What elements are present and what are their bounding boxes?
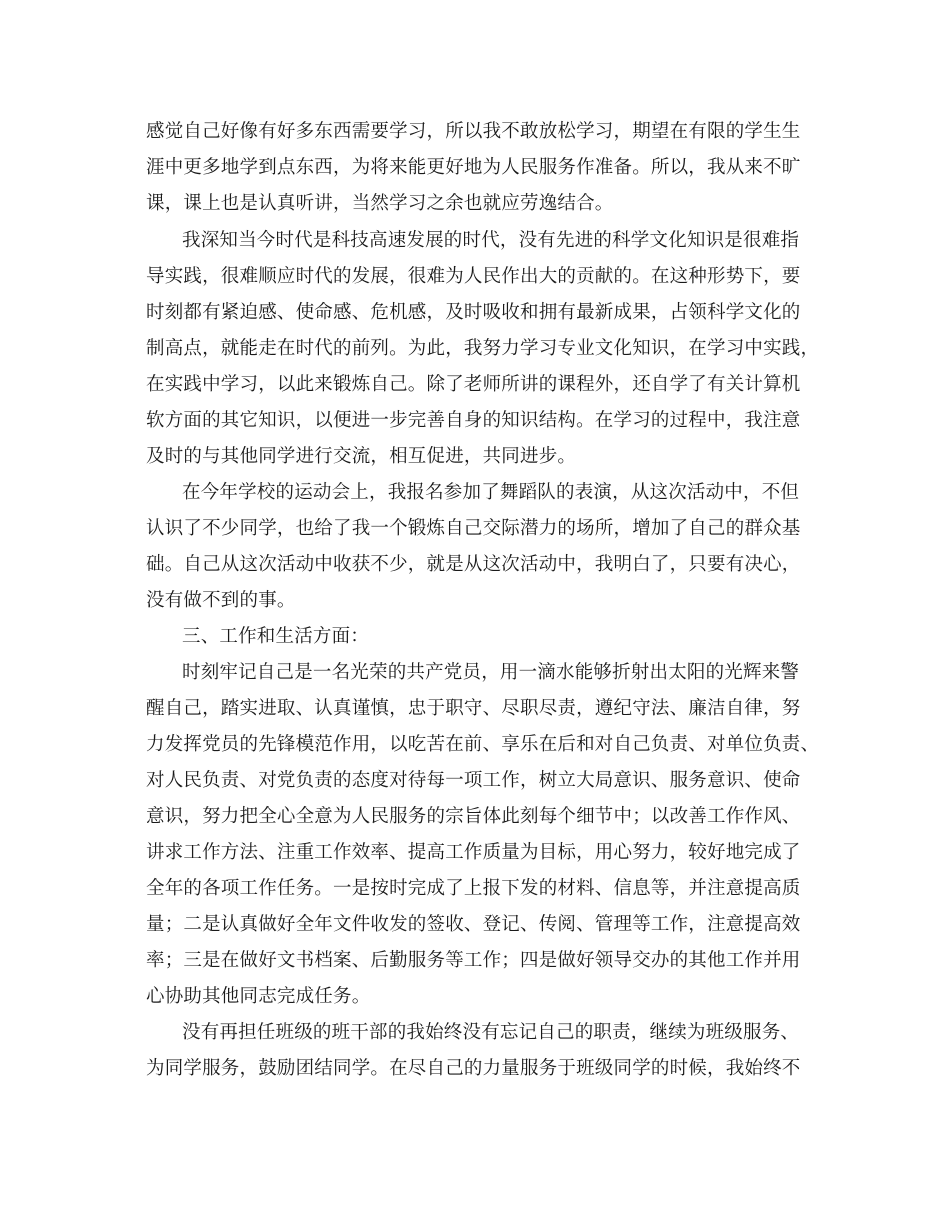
paragraph-first-line: 没有再担任班级的班干部的我始终没有忘记自己的职责，继续为班级服务、 (182, 1022, 800, 1043)
section-heading: 三、工作和生活方面： (182, 626, 370, 647)
text-line: 软方面的其它知识，以便进一步完善自身的知识结构。在学习的过程中，我注意 (146, 410, 801, 431)
text-line: 量；二是认真做好全年文件收发的签收、登记、传阅、管理等工作，注意提高效 (146, 914, 801, 935)
paragraph-first-line: 在今年学校的运动会上，我报名参加了舞蹈队的表演，从这次活动中，不但 (182, 482, 800, 503)
text-line: 导实践，很难顺应时代的发展，很难为人民作出大的贡献的。在这种形势下，要 (146, 266, 801, 287)
text-line: 力发挥党员的先锋模范作用，以吃苦在前、享乐在后和对自己负责、对单位负责、 (146, 734, 820, 755)
text-line: 感觉自己好像有好多东西需要学习，所以我不敢放松学习，期望在有限的学生生 (146, 121, 801, 142)
text-line: 醒自己，踏实进取、认真谨慎，忠于职守、尽职尽责，遵纪守法、廉洁自律，努 (146, 698, 801, 719)
text-line: 时刻都有紧迫感、使命感、危机感，及时吸收和拥有最新成果，占领科学文化的 (146, 302, 801, 323)
text-line: 心协助其他同志完成任务。 (146, 986, 371, 1007)
text-line: 课，课上也是认真听讲，当然学习之余也就应劳逸结合。 (146, 193, 614, 214)
paragraph-first-line: 我深知当今时代是科技高速发展的时代，没有先进的科学文化知识是很难指 (182, 230, 800, 251)
text-line: 讲求工作方法、注重工作效率、提高工作质量为目标，用心努力，较好地完成了 (146, 842, 801, 863)
text-line: 率；三是在做好文书档案、后勤服务等工作；四是做好领导交办的其他工作并用 (146, 950, 801, 971)
text-line: 认识了不少同学，也给了我一个锻炼自己交际潜力的场所，增加了自己的群众基 (146, 518, 801, 539)
text-line: 意识，努力把全心全意为人民服务的宗旨体此刻每个细节中；以改善工作作风、 (146, 806, 801, 827)
text-line: 为同学服务，鼓励团结同学。在尽自己的力量服务于班级同学的时候，我始终不 (146, 1058, 801, 1079)
text-line: 制高点，就能走在时代的前列。为此，我努力学习专业文化知识，在学习中实践， (146, 338, 820, 359)
text-line: 及时的与其他同学进行交流，相互促进，共同进步。 (146, 446, 577, 467)
text-line: 全年的各项工作任务。一是按时完成了上报下发的材料、信息等，并注意提高质 (146, 878, 801, 899)
text-line: 在实践中学习，以此来锻炼自己。除了老师所讲的课程外，还自学了有关计算机 (146, 374, 801, 395)
text-line: 涯中更多地学到点东西，为将来能更好地为人民服务作准备。所以，我从来不旷 (146, 157, 801, 178)
text-line: 没有做不到的事。 (146, 590, 296, 611)
paragraph-first-line: 时刻牢记自己是一名光荣的共产党员，用一滴水能够折射出太阳的光辉来警 (182, 662, 800, 683)
text-line: 础。自己从这次活动中收获不少，就是从这次活动中，我明白了，只要有决心， (146, 554, 801, 575)
text-line: 对人民负责、对党负责的态度对待每一项工作，树立大局意识、服务意识、使命 (146, 770, 801, 791)
